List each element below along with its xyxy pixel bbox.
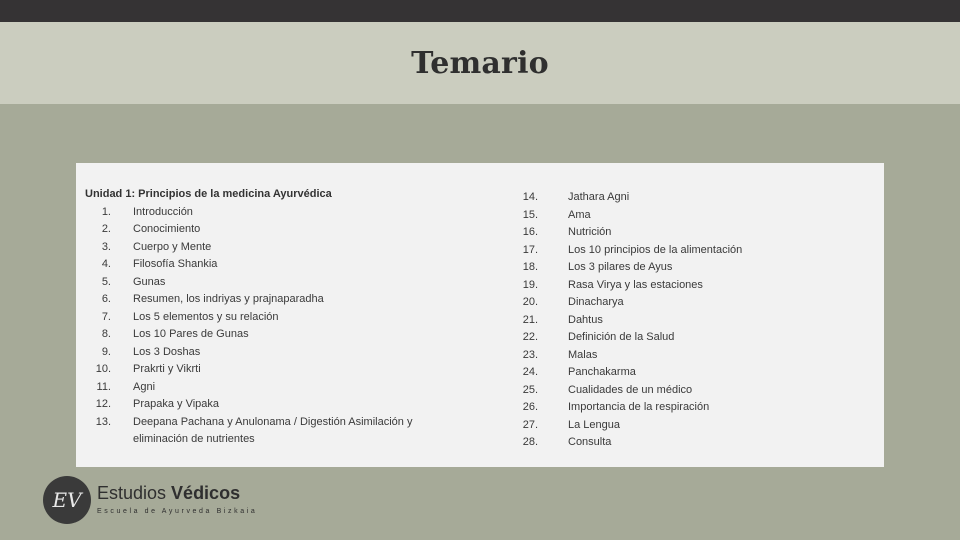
list-item xyxy=(85,291,465,309)
item-number: 17. xyxy=(522,243,538,256)
list-item xyxy=(85,221,465,239)
right-list xyxy=(510,189,880,452)
item-number: 23. xyxy=(522,348,538,361)
item-label: Conocimiento xyxy=(133,223,201,235)
item-label: Consulta xyxy=(568,436,612,448)
item-label: Resumen, los indriyas y prajnaparadha xyxy=(133,293,324,305)
item-number: 25. xyxy=(522,383,538,396)
item-number: 8. xyxy=(101,328,111,340)
item-label: Ama xyxy=(568,208,591,221)
list-item xyxy=(85,396,465,414)
list-item xyxy=(85,361,465,379)
item-number: 26. xyxy=(522,401,538,413)
item-label: Definición de la Salud xyxy=(568,331,675,343)
item-label: Introducción xyxy=(133,205,193,218)
list-item xyxy=(85,204,465,222)
brand-tagline: Escuela de Ayurveda Bizkaia xyxy=(97,508,258,515)
list-item xyxy=(510,224,880,242)
list-item xyxy=(85,344,465,362)
item-label: Panchakarma xyxy=(568,366,636,378)
right-column xyxy=(510,189,880,452)
logo-monogram: EV xyxy=(43,476,91,524)
item-number: 5. xyxy=(101,275,111,288)
item-number: 19. xyxy=(522,278,538,291)
logo xyxy=(43,476,303,526)
item-label: Rasa Virya y las estaciones xyxy=(568,278,703,291)
item-label: Dinacharya xyxy=(568,296,624,308)
item-number: 27. xyxy=(522,418,538,431)
top-bar xyxy=(0,0,960,22)
item-label: Agni xyxy=(133,380,156,393)
item-number: 20. xyxy=(522,296,538,308)
list-item xyxy=(85,239,465,257)
item-label: Jathara Agni xyxy=(568,191,630,203)
list-item xyxy=(85,379,465,397)
item-number: 7. xyxy=(101,310,111,323)
item-number: 28. xyxy=(522,436,538,448)
list-item xyxy=(510,417,880,435)
item-label: Deepana Pachana y Anulonama / Digestión Asimilación y xyxy=(133,415,413,428)
header-band xyxy=(0,22,960,104)
list-item-continuation xyxy=(85,431,465,449)
item-label: Nutrición xyxy=(568,226,612,238)
list-item xyxy=(510,294,880,312)
item-label: Dahtus xyxy=(568,313,603,326)
item-label: Los 3 Doshas xyxy=(133,345,201,358)
list-item xyxy=(510,277,880,295)
item-label: Filosofía Shankia xyxy=(133,258,218,270)
item-number: 6. xyxy=(101,293,111,305)
list-item xyxy=(85,256,465,274)
item-number: 18. xyxy=(522,261,538,273)
item-number: 13. xyxy=(95,415,111,428)
brand-bold: Védicos xyxy=(171,483,241,503)
item-label: Gunas xyxy=(133,275,166,288)
item-label: Malas xyxy=(568,348,598,361)
list-item xyxy=(85,309,465,327)
list-item xyxy=(510,259,880,277)
list-item xyxy=(510,242,880,260)
left-column xyxy=(85,186,465,449)
item-label: Los 10 Pares de Gunas xyxy=(133,328,249,340)
item-number: 3. xyxy=(101,240,111,253)
item-number: 15. xyxy=(522,208,538,221)
item-label: Los 3 pilares de Ayus xyxy=(568,261,673,273)
item-number: 1. xyxy=(101,205,111,218)
item-label: La Lengua xyxy=(568,418,620,431)
list-item xyxy=(510,329,880,347)
list-item xyxy=(510,382,880,400)
item-label: Cualidades de un médico xyxy=(568,383,693,396)
item-number: 12. xyxy=(95,398,111,410)
page-title: Temario xyxy=(411,45,549,81)
item-number: 21. xyxy=(522,313,538,326)
item-number: 24. xyxy=(522,366,538,378)
brand-name xyxy=(97,483,240,504)
item-label: Importancia de la respiración xyxy=(568,401,710,413)
item-label: Cuerpo y Mente xyxy=(133,240,212,253)
item-number: 22. xyxy=(522,331,538,343)
list-item xyxy=(85,414,465,432)
item-number: 14. xyxy=(522,191,538,203)
item-number: 10. xyxy=(95,363,111,375)
item-number: 11. xyxy=(96,380,111,393)
item-label: Prapaka y Vipaka xyxy=(133,398,220,410)
syllabus-panel xyxy=(76,163,884,467)
list-item xyxy=(510,347,880,365)
list-item xyxy=(510,399,880,417)
item-label-continuation: eliminación de nutrientes xyxy=(133,433,255,445)
list-item xyxy=(510,364,880,382)
unit-heading: Unidad 1: Principios de la medicina Ayurvédica xyxy=(85,188,332,200)
list-item xyxy=(510,312,880,330)
list-item xyxy=(510,207,880,225)
item-number: 4. xyxy=(101,258,111,270)
list-item xyxy=(510,189,880,207)
list-item xyxy=(85,326,465,344)
item-label: Prakrti y Vikrti xyxy=(133,363,201,375)
list-item xyxy=(510,434,880,452)
brand-light: Estudios xyxy=(97,483,172,503)
item-number: 9. xyxy=(101,345,111,358)
list-item xyxy=(85,274,465,292)
left-list xyxy=(85,204,465,449)
item-label: Los 10 principios de la alimentación xyxy=(568,243,743,256)
item-number-spacer xyxy=(85,431,111,449)
item-number: 16. xyxy=(522,226,538,238)
item-label: Los 5 elementos y su relación xyxy=(133,310,279,323)
item-number: 2. xyxy=(101,223,111,235)
